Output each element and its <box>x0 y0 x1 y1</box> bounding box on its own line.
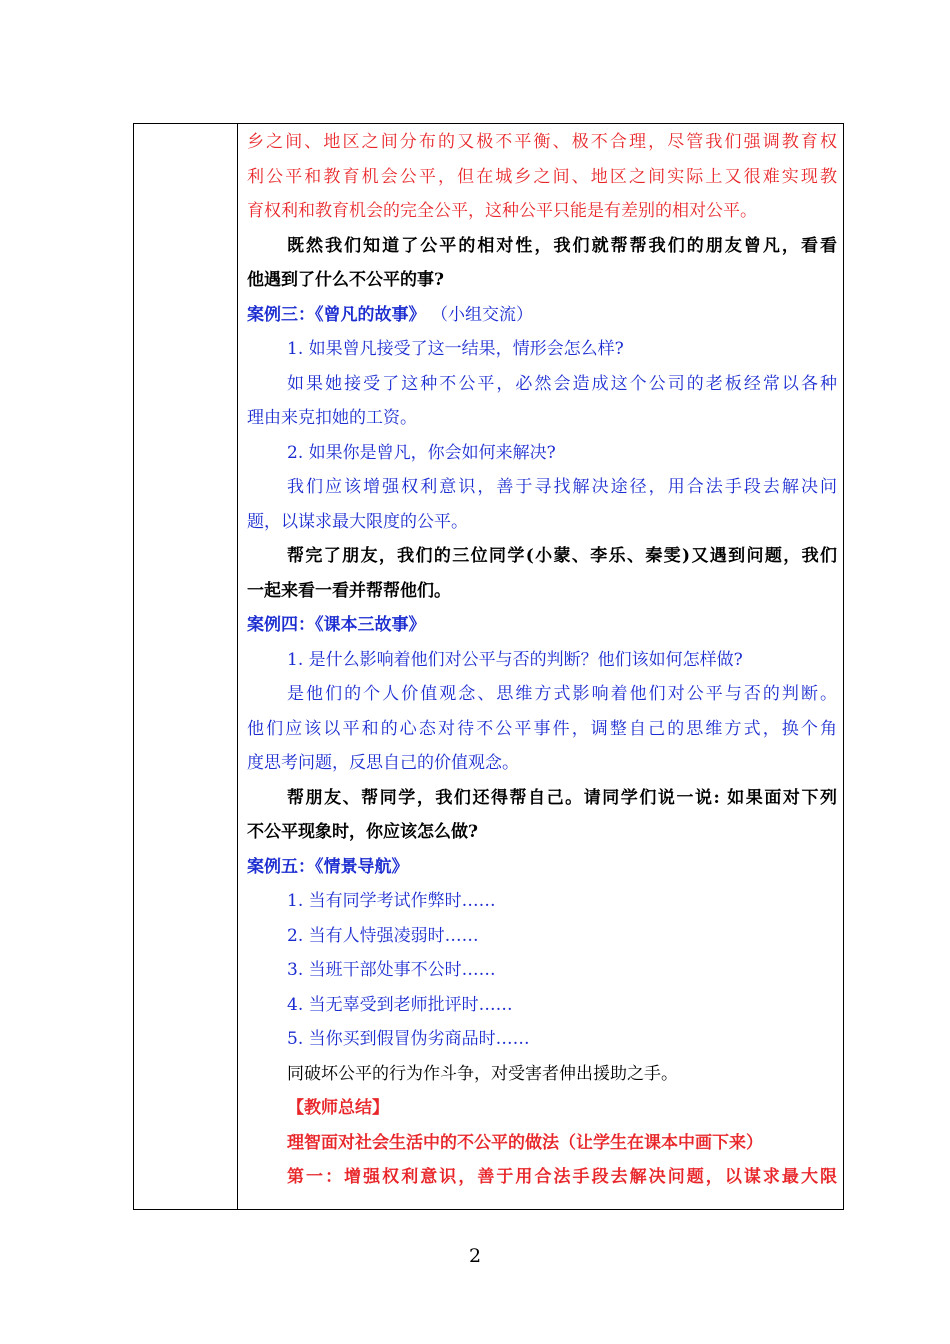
table-column-divider <box>237 123 238 1210</box>
text-line: 1. 当有同学考试作弊时…… <box>287 891 496 911</box>
page-number: 2 <box>468 1245 482 1267</box>
text-line: 帮朋友、帮同学，我们还得帮自己。请同学们说一说: 如果面对下列 <box>287 787 837 808</box>
lesson-content-cell <box>247 125 837 1195</box>
text-line: 育权利和教育机会的完全公平，这种公平只能是有差别的相对公平。 <box>247 201 757 221</box>
text-line: 题，以谋求最大限度的公平。 <box>247 511 468 532</box>
text-line: 既然我们知道了公平的相对性，我们就帮帮我们的朋友曾凡，看看 <box>287 235 837 256</box>
text-line: 如果她接受了这种不公平，必然会造成这个公司的老板经常以各种 <box>287 373 837 394</box>
text-line: 是他们的个人价值观念、思维方式影响着他们对公平与否的判断。 <box>287 684 837 704</box>
text-line: 2. 如果你是曾凡，你会如何来解决? <box>287 442 556 463</box>
text-line: 1. 是什么影响着他们对公平与否的判断？他们该如何怎样做? <box>287 649 743 670</box>
text-line: 案例五：《情景导航》 <box>247 856 409 877</box>
text-line: 利公平和教育机会公平，但在城乡之间、地区之间实际上又很难实现教 <box>247 166 837 187</box>
text-line: 度思考问题，反思自己的价值观念。 <box>247 753 519 773</box>
text-line: 2. 当有人恃强凌弱时…… <box>287 925 479 946</box>
text-line: 不公平现象时，你应该怎么做? <box>247 822 478 842</box>
text-line: 他们应该以平和的心态对待不公平事件，调整自己的思维方式，换个角 <box>247 718 837 739</box>
text-line: 乡之间、地区之间分布的又极不平衡、极不合理，尽管我们强调教育权 <box>247 132 837 152</box>
text-line: 第一：增强权利意识，善于用合法手段去解决问题，以谋求最大限 <box>287 1167 837 1187</box>
text-line: 同破坏公平的行为作斗争，对受害者伸出援助之手。 <box>287 1063 678 1084</box>
case-heading: 案例三：《曾凡的故事》 <box>247 304 426 325</box>
text-line: 3. 当班干部处事不公时…… <box>287 960 496 980</box>
text-line: 帮完了朋友，我们的三位同学(小蒙、李乐、秦雯)又遇到问题，我们 <box>287 546 837 566</box>
text-line: 一起来看一看并帮帮他们。 <box>247 580 451 601</box>
text-line <box>247 298 837 333</box>
text-line: 4. 当无辜受到老师批评时…… <box>287 994 513 1015</box>
text-line: 理由来克扣她的工资。 <box>247 408 417 428</box>
text-line: 他遇到了什么不公平的事? <box>247 270 444 290</box>
text-line: 1. 如果曾凡接受了这一结果，情形会怎么样? <box>287 339 624 359</box>
text-line: 【教师总结】 <box>287 1098 389 1118</box>
text-line: 5. 当你买到假冒伪劣商品时…… <box>287 1029 530 1049</box>
case-heading-note: （小组交流） <box>439 304 533 325</box>
text-line: 案例四：《课本三故事》 <box>247 615 426 635</box>
text-line: 理智面对社会生活中的不公平的做法（让学生在课本中画下来） <box>287 1132 763 1153</box>
text-line: 我们应该增强权利意识，善于寻找解决途径，用合法手段去解决问 <box>287 477 837 497</box>
